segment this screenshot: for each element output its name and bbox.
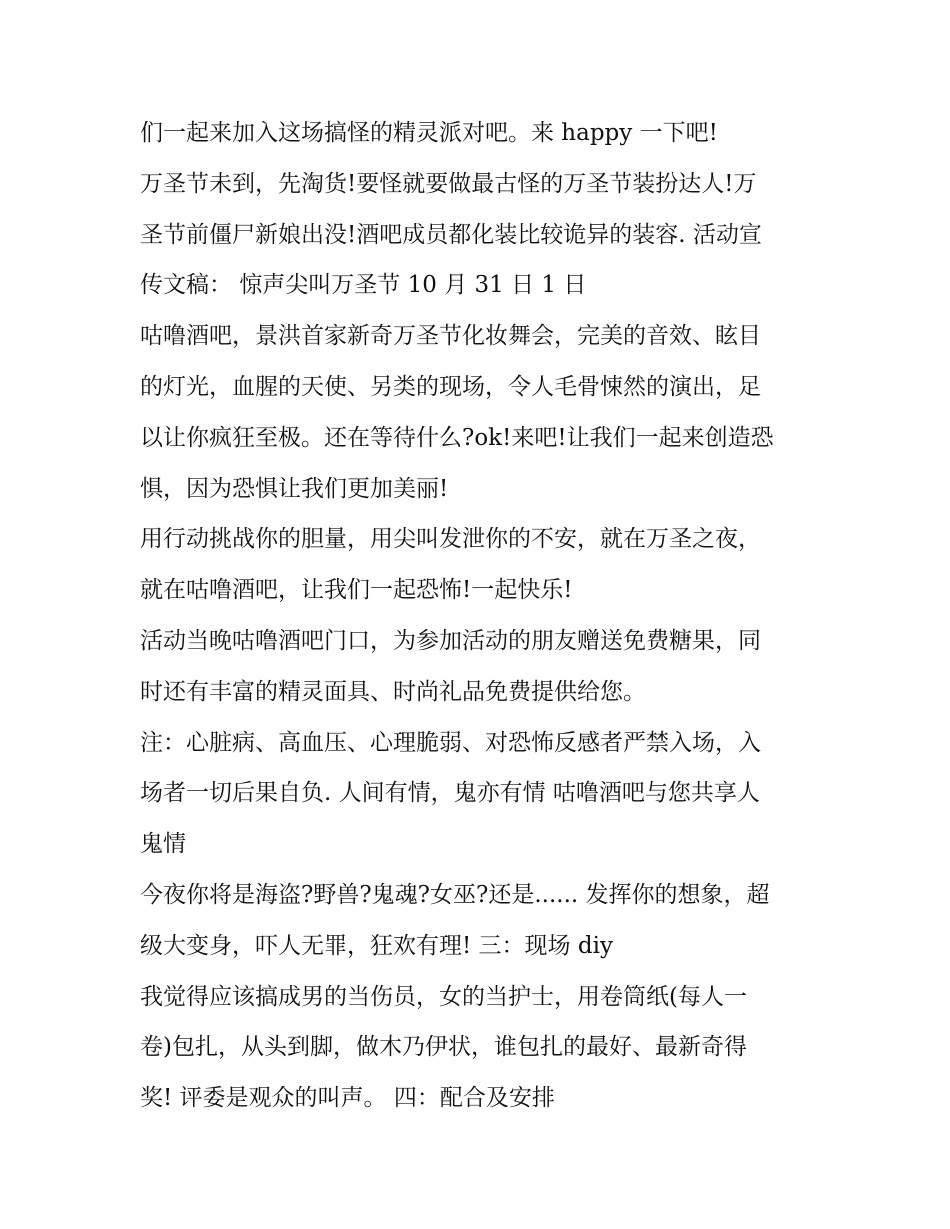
- text-line: 奖! 评委是观众的叫声。 四：配合及安排: [140, 1085, 555, 1112]
- text-line: 圣节前僵尸新娘出没!酒吧成员都化装比较诡异的装容. 活动宣: [140, 221, 762, 248]
- text-line: 万圣节未到，先淘货!要怪就要做最古怪的万圣节装扮达人!万: [140, 170, 757, 197]
- text-line: 注：心脏病、高血压、心理脆弱、对恐怖反感者严禁入场，入: [140, 729, 761, 756]
- text-line: 活动当晚咕噜酒吧门口，为参加活动的朋友赠送免费糖果，同: [140, 627, 761, 654]
- text-line: 传文稿： 惊声尖叫万圣节 10 月 31 日 1 日: [140, 272, 587, 299]
- text-line: 级大变身，吓人无罪，狂欢有理! 三：现场 diy: [140, 932, 613, 959]
- text-line: 场者一切后果自负. 人间有情，鬼亦有情 咕噜酒吧与您共享人: [140, 780, 760, 807]
- text-line: 的灯光，血腥的天使、另类的现场，令人毛骨悚然的演出，足: [140, 373, 761, 400]
- text-line: 今夜你将是海盗?野兽?鬼魂?女巫?还是...... 发挥你的想象，超: [140, 881, 770, 908]
- body-text: [140, 108, 820, 1124]
- text-line: 我觉得应该搞成男的当伤员，女的当护士，用卷筒纸(每人一: [140, 983, 747, 1010]
- text-line: 以让你疯狂至极。还在等待什么?ok!来吧!让我们一起来创造恐: [140, 424, 774, 451]
- text-line: 就在咕噜酒吧，让我们一起恐怖!一起快乐!: [140, 577, 573, 604]
- text-line: 惧，因为恐惧让我们更加美丽!: [140, 475, 449, 502]
- text-line: 时还有丰富的精灵面具、时尚礼品免费提供给您。: [140, 678, 646, 705]
- text-line: 们一起来加入这场搞怪的精灵派对吧。来 happy 一下吧!: [140, 120, 718, 146]
- text-line: 卷)包扎，从头到脚，做木乃伊状，谁包扎的最好、最新奇得: [140, 1034, 747, 1061]
- text-line: 咕噜酒吧，景洪首家新奇万圣节化妆舞会，完美的音效、眩目: [140, 323, 761, 350]
- text-line: 鬼情: [140, 831, 186, 858]
- text-line: 用行动挑战你的胆量，用尖叫发泄你的不安，就在万圣之夜，: [140, 526, 761, 553]
